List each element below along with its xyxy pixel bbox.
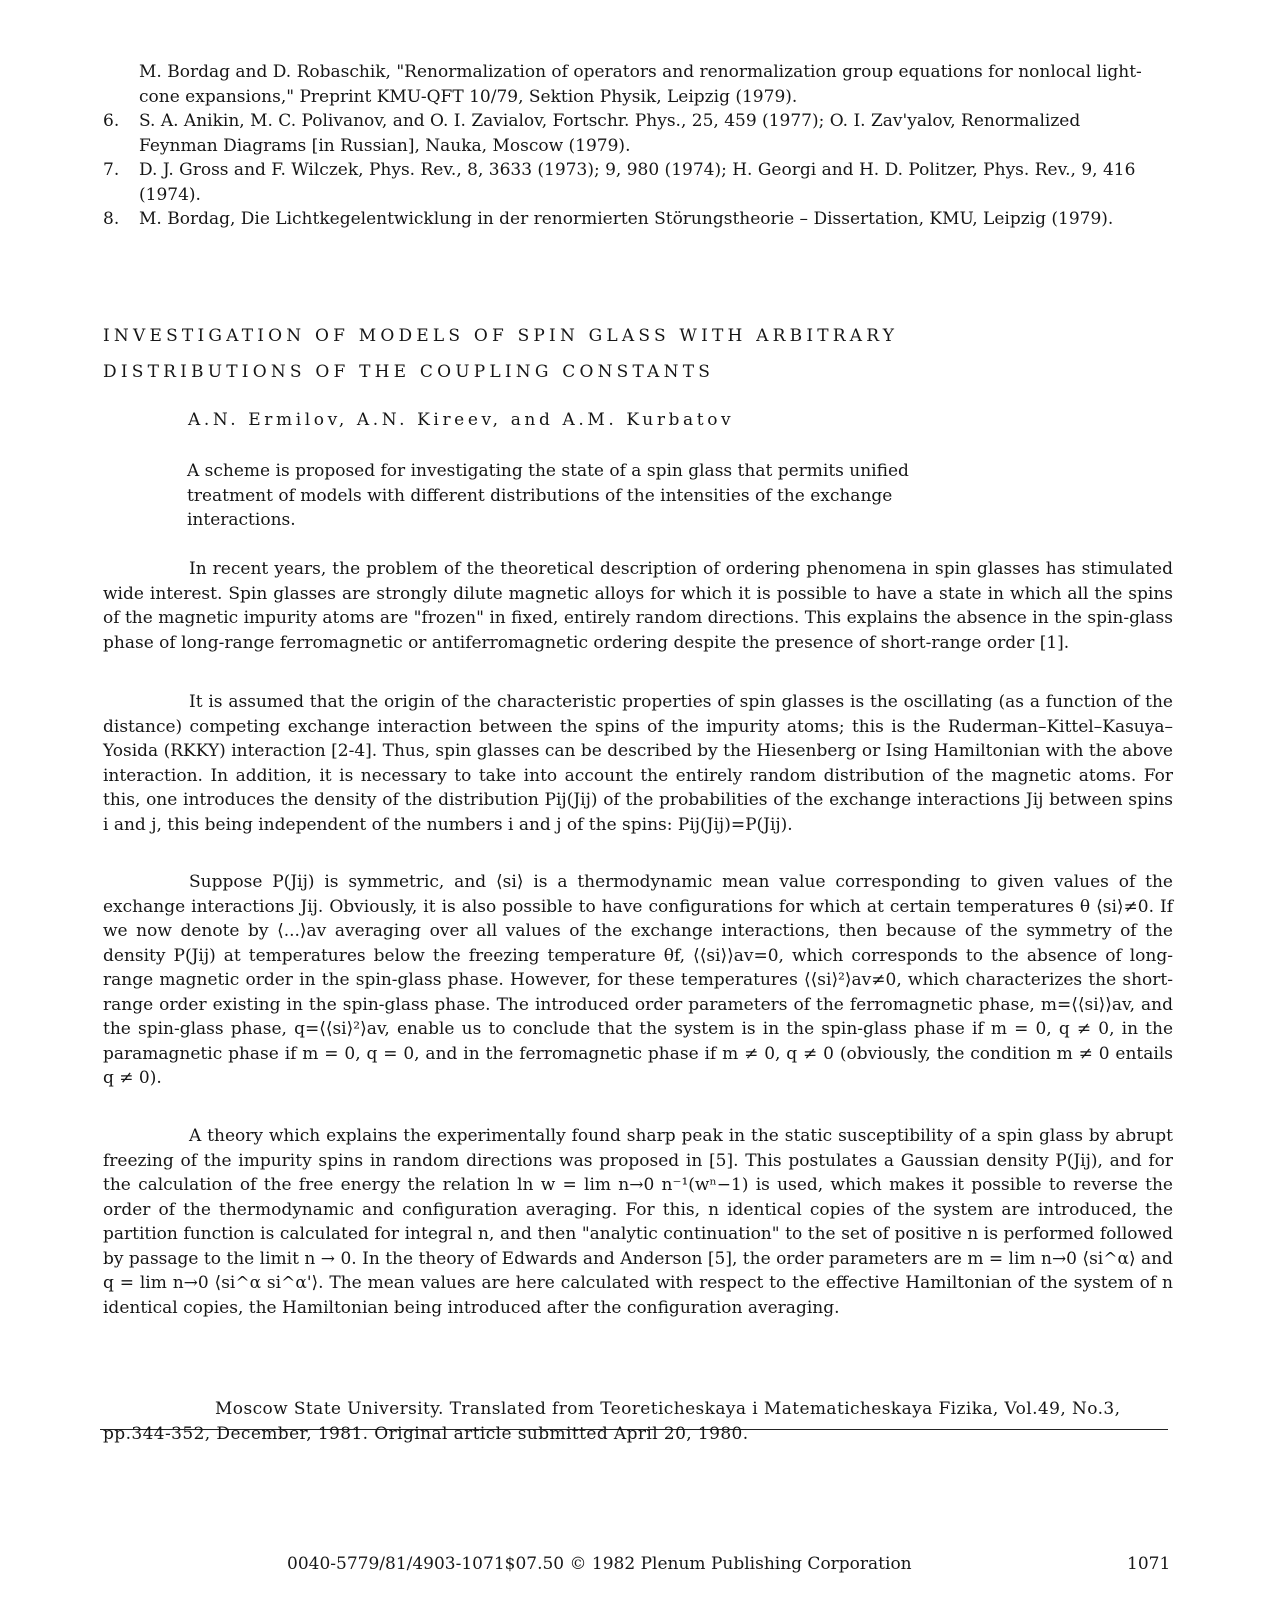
reference-text: M. Bordag, Die Lichtkegelentwicklung in der renormierten Störungstheorie – Dissertation, KMU, Leipzig (1979).	[139, 209, 1114, 229]
page-number: 1071	[1127, 1554, 1171, 1574]
reference-text: S. A. Anikin, M. C. Polivanov, and O. I. Zavialov, Fortschr. Phys., 25, 459 (1977); O. I. Zav'yalov, Renormalized Feynman Diagrams [in Russian], Nauka, Moscow (1979).	[139, 111, 1081, 156]
reference-text: M. Bordag and D. Robaschik, "Renormalization of operators and renormalization group equations for nonlocal light-cone expansions," Preprint KMU-QFT 10/79, Sektion Physik, Leipzig (1979).	[139, 62, 1142, 107]
reference-number: 6.	[103, 111, 120, 131]
reference-7	[103, 158, 1163, 207]
article-abstract: A scheme is proposed for investigating the state of a spin glass that permits unified treatment of models with different distributions of the intensities of the exchange interactions.	[187, 461, 909, 530]
body-paragraph-3: Suppose P(Jij) is symmetric, and ⟨si⟩ is a thermodynamic mean value corresponding to given values of the exchange interactions Jij. Obviously, it is also possible to have configurations for which at certain temperatures θ ⟨si⟩≠0. If we now denote by ⟨...⟩av averaging over all values of the exchange interactions, then because of the symmetry of the density P(Jij) at temperatures below the freezing temperature θf, ⟨⟨si⟩⟩av=0, which corresponds to the absence of long-range magnetic order in the spin-glass phase. However, for these temperatures ⟨⟨si⟩²⟩av≠0, which characterizes the short-range order existing in the spin-glass phase. The introduced order parameters of the ferromagnetic phase, m=⟨⟨si⟩⟩av, and the spin-glass phase, q=⟨⟨si⟩²⟩av, enable us to conclude that the system is in the spin-glass phase if m = 0, q ≠ 0, in the paramagnetic phase if m = 0, q = 0, and in the ferromagnetic phase if m ≠ 0, q ≠ 0 (obviously, the condition m ≠ 0 entails q ≠ 0).	[103, 872, 1173, 1088]
reference-text: D. J. Gross and F. Wilczek, Phys. Rev., 8, 3633 (1973); 9, 980 (1974); H. Georgi and H. D. Politzer, Phys. Rev., 9, 416 (1974).	[139, 160, 1136, 205]
footer-document-code: 0040-5779/81/4903-1071$07.50 © 1982 Plenum Publishing Corporation	[287, 1554, 912, 1574]
body-paragraph-4: A theory which explains the experimentally found sharp peak in the static susceptibility of a spin glass by abrupt freezing of the impurity spins in random directions was proposed in [5]. This postulates a Gaussian density P(Jij), and for the calculation of the free energy the relation ln w = lim n→0 n⁻¹(wⁿ−1) is used, which makes it possible to reverse the order of the thermodynamic and configuration averaging. For this, n identical copies of the system are introduced, the partition function is calculated for integral n, and then "analytic continuation" to the set of positive n is performed followed by passage to the limit n → 0. In the theory of Edwards and Anderson [5], the order parameters are m = lim n→0 ⟨si^α⟩ and q = lim n→0 ⟨si^α si^α'⟩. The mean values are here calculated with respect to the effective Hamiltonian of the system of n identical copies, the Hamiltonian being introduced after the configuration averaging.	[103, 1126, 1173, 1318]
body-paragraph-1: In recent years, the problem of the theoretical description of ordering phenomena in spin glasses has stimulated wide interest. Spin glasses are strongly dilute magnetic alloys for which it is possible to have a state in which all the spins of the magnetic impurity atoms are "frozen" in fixed, entirely random directions. This explains the absence in the spin-glass phase of long-range ferromagnetic or antiferromagnetic ordering despite the presence of short-range order [1].	[103, 559, 1173, 653]
body-paragraph-2: It is assumed that the origin of the characteristic properties of spin glasses is the oscillating (as a function of the distance) competing exchange interaction between the spins of the impurity atoms; this is the Ruderman–Kittel–Kasuya–Yosida (RKKY) interaction [2-4]. Thus, spin glasses can be described by the Hiesenberg or Ising Hamiltonian with the above interaction. In addition, it is necessary to take into account the entirely random distribution of the magnetic atoms. For this, one introduces the density of the distribution Pij(Jij) of the probabilities of the exchange interactions Jij between spins i and j, this being independent of the numbers i and j of the spins: Pij(Jij)=P(Jij).	[103, 692, 1173, 835]
footnote: Moscow State University. Translated from Teoreticheskaya i Matematicheskaya Fizika, Vol.49, No.3, pp.344-352, December, 1981. Original article submitted April 20, 1980.	[103, 1399, 1121, 1444]
reference-6	[103, 109, 1163, 158]
reference-8	[103, 207, 1163, 232]
article-title-line-2: DISTRIBUTIONS OF THE COUPLING CONSTANTS	[103, 362, 715, 382]
reference-number: 8.	[103, 209, 120, 229]
reference-5-continuation	[103, 60, 1163, 109]
article-title-line-1: INVESTIGATION OF MODELS OF SPIN GLASS WITH ARBITRARY	[103, 326, 899, 346]
article-authors: A.N. Ermilov, A.N. Kireev, and A.M. Kurbatov	[188, 410, 735, 430]
reference-number: 7.	[103, 160, 120, 180]
